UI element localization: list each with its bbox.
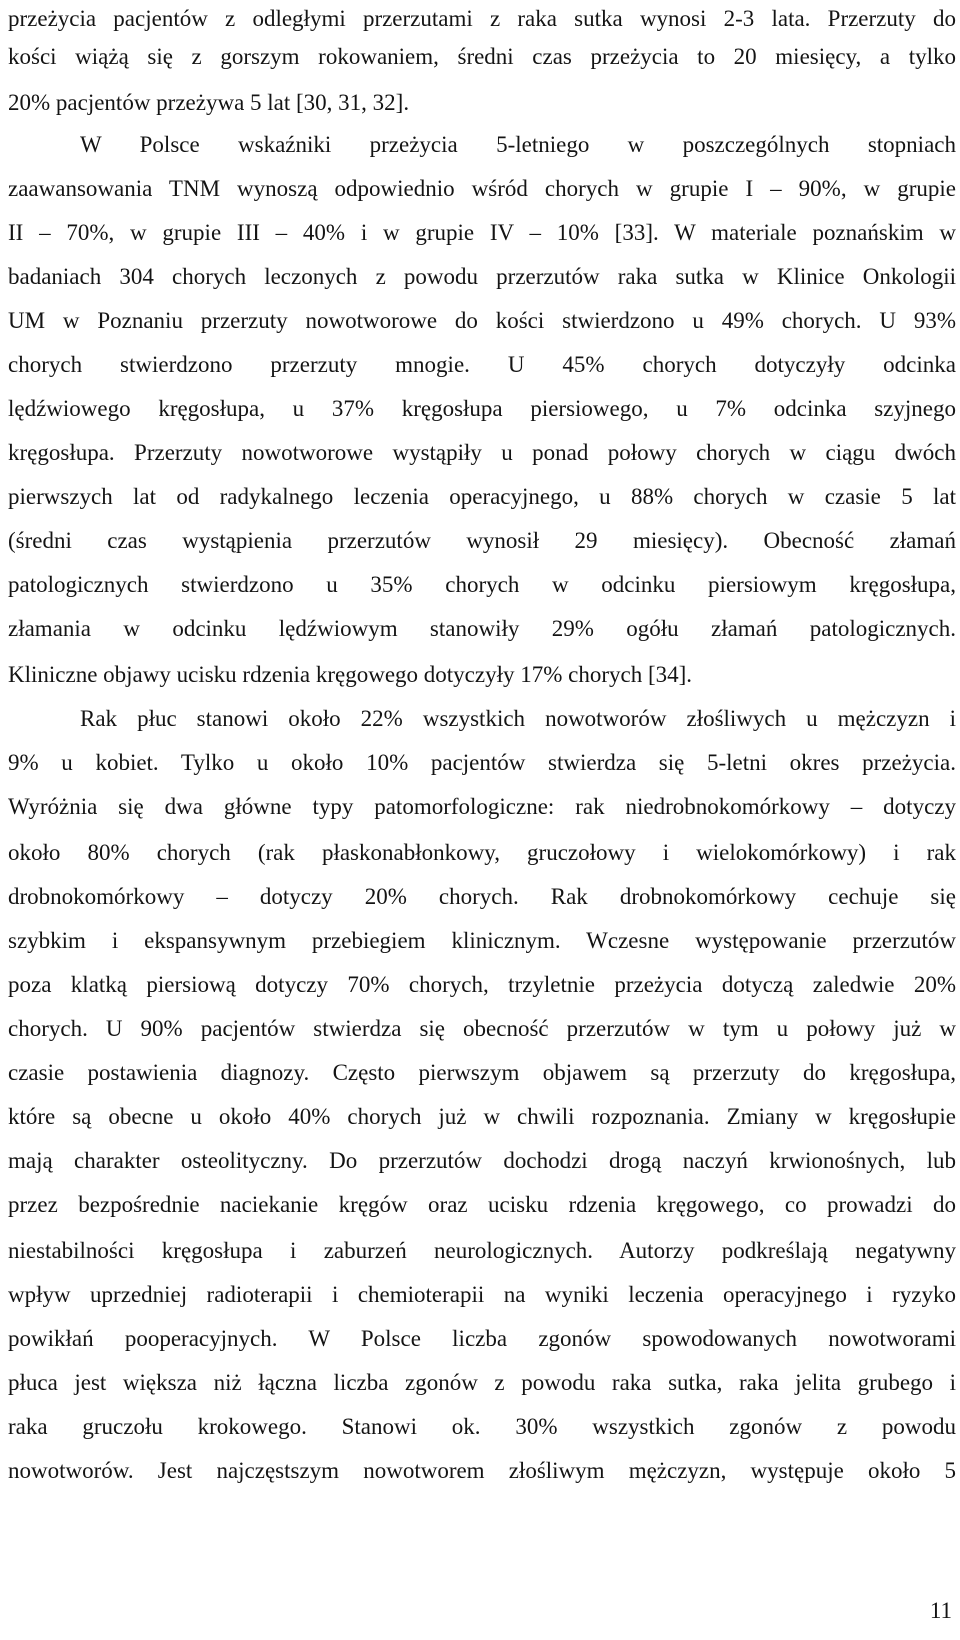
text-line: badaniach 304 chorych leczonych z powodu przerzutów raka sutka w Klinice Onkologii <box>8 264 956 289</box>
text-line: Kliniczne objawy ucisku rdzenia kręgowego dotyczyły 17% chorych [34]. <box>8 662 693 687</box>
text-line: UM w Poznaniu przerzuty nowotworowe do kości stwierdzono u 49% chorych. U 93% <box>8 308 956 333</box>
text-line: około 80% chorych (rak płaskonabłonkowy, gruczołowy i wielokomórkowy) i rak <box>8 840 956 865</box>
text-line: chorych stwierdzono przerzuty mnogie. U 45% chorych dotyczyły odcinka <box>8 352 956 377</box>
text-line: Rak płuc stanowi około 22% wszystkich nowotworów złośliwych u mężczyzn i <box>80 706 956 731</box>
text-line: wpływ uprzedniej radioterapii i chemioterapii na wyniki leczenia operacyjnego i ryzyko <box>8 1282 956 1307</box>
page-number: 11 <box>929 1598 952 1623</box>
text-line: chorych. U 90% pacjentów stwierdza się obecność przerzutów w tym u połowy już w <box>8 1016 956 1041</box>
text-line: płuca jest większa niż łączna liczba zgonów z powodu raka sutka, raka jelita grubego i <box>8 1370 956 1395</box>
text-line: poza klatką piersiową dotyczy 70% chorych, trzyletnie przeżycia dotyczą zaledwie 20% <box>8 972 956 997</box>
text-line: kości wiążą się z gorszym rokowaniem, średni czas przeżycia to 20 miesięcy, a tylko <box>8 44 956 69</box>
text-line: niestabilności kręgosłupa i zaburzeń neurologicznych. Autorzy podkreślają negatywny <box>8 1238 956 1263</box>
text-line: II – 70%, w grupie III – 40% i w grupie IV – 10% [33]. W materiale poznańskim w <box>8 220 956 245</box>
text-line: 20% pacjentów przeżywa 5 lat [30, 31, 32]. <box>8 90 410 115</box>
text-line: drobnokomórkowy – dotyczy 20% chorych. Rak drobnokomórkowy cechuje się <box>8 884 956 909</box>
text-line: (średni czas wystąpienia przerzutów wynosił 29 miesięcy). Obecność złamań <box>8 528 956 553</box>
text-line: raka gruczołu krokowego. Stanowi ok. 30% wszystkich zgonów z powodu <box>8 1414 956 1439</box>
text-line: zaawansowania TNM wynoszą odpowiednio wśród chorych w grupie I – 90%, w grupie <box>8 176 956 201</box>
text-line: mają charakter osteolityczny. Do przerzutów dochodzi drogą naczyń krwionośnych, lub <box>8 1148 956 1173</box>
text-line: powikłań pooperacyjnych. W Polsce liczba zgonów spowodowanych nowotworami <box>8 1326 956 1351</box>
text-line: złamania w odcinku lędźwiowym stanowiły 29% ogółu złamań patologicznych. <box>8 616 956 641</box>
text-line: Wyróżnia się dwa główne typy patomorfologiczne: rak niedrobnokomórkowy – dotyczy <box>8 794 956 819</box>
text-line: pierwszych lat od radykalnego leczenia operacyjnego, u 88% chorych w czasie 5 lat <box>8 484 956 509</box>
text-line: lędźwiowego kręgosłupa, u 37% kręgosłupa piersiowego, u 7% odcinka szyjnego <box>8 396 956 421</box>
text-line: 9% u kobiet. Tylko u około 10% pacjentów stwierdza się 5-letni okres przeżycia. <box>8 750 956 775</box>
text-line: szybkim i ekspansywnym przebiegiem klinicznym. Wczesne występowanie przerzutów <box>8 928 956 953</box>
text-line: W Polsce wskaźniki przeżycia 5-letniego w poszczególnych stopniach <box>80 132 956 157</box>
text-line: czasie postawienia diagnozy. Często pierwszym objawem są przerzuty do kręgosłupa, <box>8 1060 956 1085</box>
text-line: które są obecne u około 40% chorych już w chwili rozpoznania. Zmiany w kręgosłupie <box>8 1104 956 1129</box>
text-line: przez bezpośrednie naciekanie kręgów oraz ucisku rdzenia kręgowego, co prowadzi do <box>8 1192 956 1217</box>
text-line: nowotworów. Jest najczęstszym nowotworem złośliwym mężczyzn, występuje około 5 <box>8 1458 956 1483</box>
text-line: przeżycia pacjentów z odległymi przerzutami z raka sutka wynosi 2-3 lata. Przerzuty do <box>8 6 956 31</box>
text-line: kręgosłupa. Przerzuty nowotworowe wystąpiły u ponad połowy chorych w ciągu dwóch <box>8 440 956 465</box>
text-line: patologicznych stwierdzono u 35% chorych w odcinku piersiowym kręgosłupa, <box>8 572 956 597</box>
